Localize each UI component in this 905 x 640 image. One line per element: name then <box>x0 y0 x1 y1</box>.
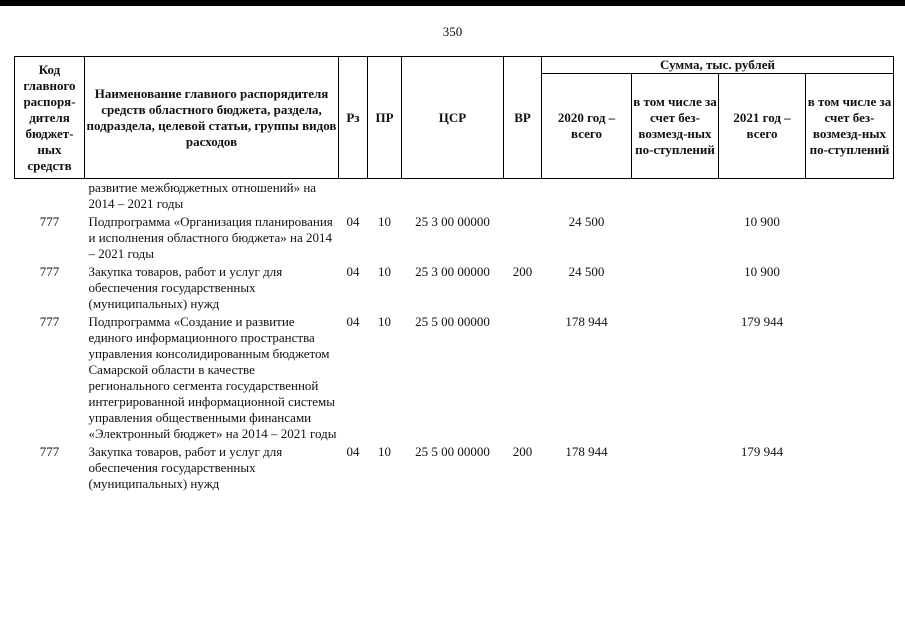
cell-rz <box>339 179 368 214</box>
cell-name: Закупка товаров, работ и услуг для обеспечения государственных (муниципальных) нужд <box>88 264 283 311</box>
cell-vr: 200 <box>512 444 533 459</box>
cell-rz: 04 <box>346 214 360 229</box>
cell-2021-total: 179 944 <box>740 444 784 459</box>
header-2021-total: 2021 год – всего <box>719 74 806 179</box>
cell-vr <box>504 179 542 214</box>
cell-2020-grant <box>632 263 719 313</box>
header-2020-grant: в том числе за счет без-возмезд-ных по-ступлений <box>632 74 719 179</box>
cell-2020-total: 178 944 <box>565 314 608 329</box>
header-row-1 <box>15 57 894 74</box>
cell-name: Закупка товаров, работ и услуг для обеспечения государственных (муниципальных) нужд <box>88 444 283 491</box>
top-border <box>0 0 905 6</box>
cell-kod <box>15 179 85 214</box>
table-row <box>15 213 894 263</box>
cell-pr: 10 <box>378 444 391 459</box>
cell-rz: 04 <box>346 314 360 329</box>
header-rz: Рз <box>339 57 368 179</box>
cell-2021-total <box>719 179 806 214</box>
header-2020-total: 2020 год – всего <box>542 74 632 179</box>
cell-pr: 10 <box>378 264 391 279</box>
cell-vr <box>504 213 542 263</box>
cell-2020-grant <box>632 443 719 493</box>
cell-2021-grant <box>806 179 894 214</box>
cell-2021-total: 10 900 <box>744 264 780 279</box>
header-2021-grant: в том числе за счет без-возмезд-ных по-ступлений <box>806 74 894 179</box>
cell-2021-grant <box>806 263 894 313</box>
cell-csr: 25 5 00 00000 <box>415 444 490 459</box>
table-body <box>15 179 894 494</box>
cell-2020-total: 178 944 <box>565 444 608 459</box>
cell-name: развитие межбюджетных отношений» на 2014 – 2021 годы <box>88 180 317 211</box>
page-number: 350 <box>442 24 463 39</box>
cell-2021-grant <box>806 443 894 493</box>
cell-rz: 04 <box>346 264 360 279</box>
cell-2021-grant <box>806 313 894 443</box>
budget-table-wrapper <box>14 56 893 493</box>
header-pr: ПР <box>368 57 402 179</box>
cell-vr: 200 <box>512 264 533 279</box>
table-row <box>15 313 894 443</box>
cell-2020-total <box>542 179 632 214</box>
header-kod: Код главного распоря-дителя бюджет-ных средств <box>15 57 85 179</box>
table-row <box>15 443 894 493</box>
cell-2020-grant <box>632 213 719 263</box>
cell-kod: 777 <box>39 314 60 329</box>
cell-kod: 777 <box>39 444 60 459</box>
cell-2020-grant <box>632 179 719 214</box>
header-vr: ВР <box>504 57 542 179</box>
table-row <box>15 263 894 313</box>
header-name: Наименование главного распорядителя средств областного бюджета, раздела, подраздела, целевой статьи, группы видов расходов <box>85 57 339 179</box>
cell-name: Подпрограмма «Создание и развитие единого информационного пространства управления консолидированным бюджетом Самарской области в качестве регионального сегмента государственной интегрированной информационной системы управления общественными финансами «Электронный бюджет» на 2014 – 2021 годы <box>88 314 337 441</box>
header-csr: ЦСР <box>402 57 504 179</box>
cell-pr: 10 <box>378 214 391 229</box>
cell-2020-total: 24 500 <box>568 264 605 279</box>
budget-table <box>14 56 894 493</box>
cell-2021-total: 179 944 <box>740 314 784 329</box>
cell-pr <box>368 179 402 214</box>
cell-2020-grant <box>632 313 719 443</box>
cell-rz: 04 <box>346 444 360 459</box>
cell-csr: 25 3 00 00000 <box>415 264 490 279</box>
cell-kod: 777 <box>39 264 60 279</box>
cell-name: Подпрограмма «Организация планирования и исполнения областного бюджета» на 2014 – 2021 годы <box>88 214 333 261</box>
cell-csr: 25 5 00 00000 <box>415 314 490 329</box>
cell-2021-grant <box>806 213 894 263</box>
cell-csr: 25 3 00 00000 <box>415 214 490 229</box>
cell-pr: 10 <box>378 314 391 329</box>
header-sum: Сумма, тыс. рублей <box>542 57 894 74</box>
cell-2021-total: 10 900 <box>744 214 780 229</box>
cell-2020-total: 24 500 <box>568 214 605 229</box>
cell-csr <box>402 179 504 214</box>
cell-kod: 777 <box>39 214 60 229</box>
table-row <box>15 179 894 214</box>
cell-vr <box>504 313 542 443</box>
